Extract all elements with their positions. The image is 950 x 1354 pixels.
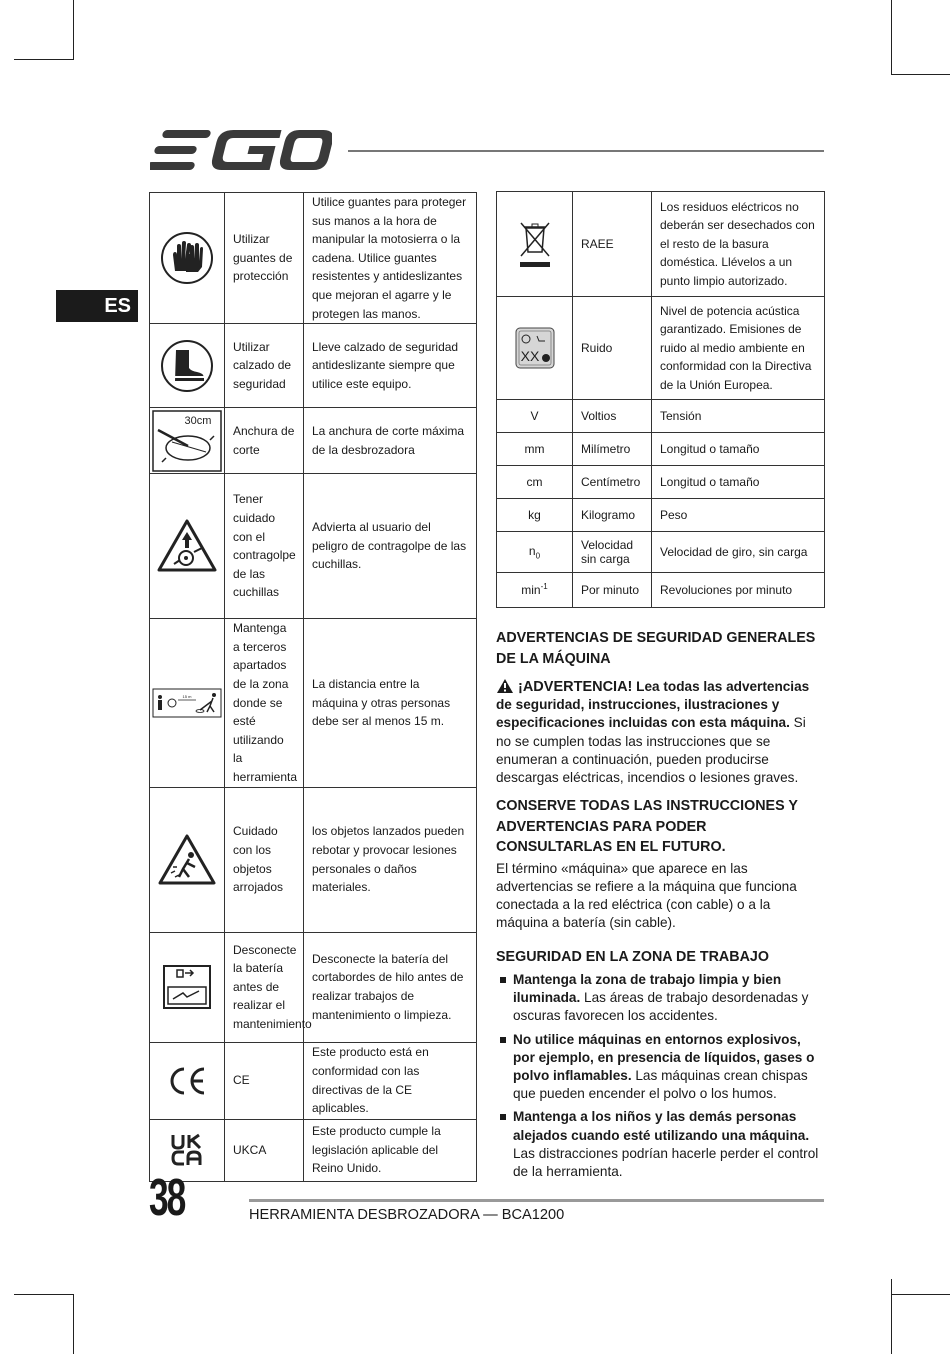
symbol-name: Velocidad sin carga xyxy=(573,532,652,573)
thrown-objects-warning-icon xyxy=(157,833,217,887)
disconnect-battery-icon xyxy=(163,965,211,1009)
symbol-base: min xyxy=(521,582,541,597)
noise-level-icon xyxy=(515,327,555,369)
symbol-superscript: -1 xyxy=(540,581,548,591)
symbol-description: Utilice guantes para proteger sus manos a la hora de manipular la motosierra o la cadena. Utilice guantes resistentes y antideslizantes que mejoran el agarre y le protegen las manos. xyxy=(304,193,477,324)
symbol-description: Revoluciones por minuto xyxy=(652,573,825,608)
symbol-name: Voltios xyxy=(573,400,652,433)
symbol-name: Centímetro xyxy=(573,466,652,499)
header-rule xyxy=(348,150,824,152)
list-item-bold: Mantenga a los niños y las demás personas alejados cuando esté utilizando una máquina. xyxy=(513,1109,810,1143)
table-row xyxy=(497,297,825,400)
symbol-description: Este producto cumple la legislación aplicable del Reino Unido. xyxy=(304,1119,477,1181)
gloves-icon xyxy=(160,231,214,285)
symbol-description: La distancia entre la máquina y otras personas debe ser al menos 15 m. xyxy=(304,619,477,787)
symbol-description: Peso xyxy=(652,499,825,532)
list-item-bold: No utilice máquinas en entornos explosivos, por ejemplo, en presencia de líquidos, gases o polvo inflamables. xyxy=(513,1031,815,1084)
list-item xyxy=(496,971,824,1026)
noise-level-value: XX xyxy=(520,348,539,364)
symbol-name: Por minuto xyxy=(573,573,652,608)
symbol-description: Tensión xyxy=(652,400,825,433)
crop-mark xyxy=(14,59,74,60)
symbol-subscript: 0 xyxy=(535,551,541,560)
table-row xyxy=(150,932,477,1042)
cutting-width-icon xyxy=(152,410,222,472)
symbol-description: La anchura de corte máxima de la desbrozadora xyxy=(304,408,477,474)
symbol-name: Tener cuidado con el contragolpe de las cuchillas xyxy=(225,474,304,619)
warning-text: Si no se cumplen todas las instrucciones que se enumeran a continuación, pueden producirse descargas eléctricas, incendios o lesiones graves. xyxy=(496,715,806,786)
symbol-description: Los residuos eléctricos no deberán ser desechados con el resto de la basura doméstica. Llévelos a un punto limpio autorizado. xyxy=(652,192,825,297)
crop-mark xyxy=(73,1294,74,1354)
section-heading: SEGURIDAD EN LA ZONA DE TRABAJO xyxy=(496,948,769,965)
warning-label: ¡ADVERTENCIA! xyxy=(518,679,633,695)
symbol-name: Utilizar calzado de seguridad xyxy=(225,324,304,408)
distance-label: 15 m xyxy=(182,693,192,699)
symbols-table-left xyxy=(149,192,477,1182)
symbol-abbreviation: cm xyxy=(497,466,573,499)
symbol-abbreviation: V xyxy=(497,400,573,433)
warning-paragraph xyxy=(496,678,824,787)
symbol-name: Desconecte la batería antes de realizar el mantenimiento xyxy=(225,932,304,1042)
symbol-description: Longitud o tamaño xyxy=(652,466,825,499)
icon-cell xyxy=(150,932,225,1042)
symbol-description: Este producto está en conformidad con las directivas de la CE aplicables. xyxy=(304,1042,477,1119)
symbol-description: Velocidad de giro, sin carga xyxy=(652,532,825,573)
table-row xyxy=(150,193,477,324)
crop-mark xyxy=(73,0,74,60)
crop-mark xyxy=(891,0,892,75)
table-row xyxy=(150,474,477,619)
table-row xyxy=(497,433,825,466)
symbol-description: Nivel de potencia acústica garantizado. Emisiones de ruido al medio ambiente en conformidad con la Directiva de la Unión Europea. xyxy=(652,297,825,400)
list-item xyxy=(496,1108,824,1181)
table-row xyxy=(497,532,825,573)
kickback-warning-icon xyxy=(156,518,218,574)
icon-cell xyxy=(150,787,225,932)
footer-title: HERRAMIENTA DESBROZADORA — BCA1200 xyxy=(249,1207,565,1223)
symbol-name: Kilogramo xyxy=(573,499,652,532)
icon-cell xyxy=(150,408,225,474)
symbol-abbreviation: kg xyxy=(497,499,573,532)
ego-logo xyxy=(150,128,332,172)
crop-mark xyxy=(891,74,950,75)
symbol-description: Desconecte la batería del cortabordes de hilo antes de realizar trabajos de mantenimiento o limpieza. xyxy=(304,932,477,1042)
table-row xyxy=(150,1042,477,1119)
symbol-name: Cuidado con los objetos arrojados xyxy=(225,787,304,932)
symbol-name: UKCA xyxy=(225,1119,304,1181)
section-heading: ADVERTENCIAS DE SEGURIDAD GENERALES DE LA MÁQUINA xyxy=(496,630,816,667)
table-row xyxy=(150,324,477,408)
table-row xyxy=(497,466,825,499)
symbol-description: Lleve calzado de seguridad antideslizante siempre que utilice este equipo. xyxy=(304,324,477,408)
table-row xyxy=(497,573,825,608)
icon-cell xyxy=(150,193,225,324)
crop-mark xyxy=(891,1279,892,1354)
icon-cell xyxy=(150,619,225,787)
ce-mark-icon xyxy=(166,1066,208,1096)
icon-cell xyxy=(150,474,225,619)
icon-cell xyxy=(497,192,573,297)
symbol-description: Advierta al usuario del peligro de contragolpe de las cuchillas. xyxy=(304,474,477,619)
table-row xyxy=(150,787,477,932)
crop-mark xyxy=(891,1294,950,1295)
list-item-text: Las máquinas crean chispas que pueden encender el polvo o los humos. xyxy=(513,1068,808,1102)
weee-bin-icon xyxy=(515,218,555,270)
page-number: 38 xyxy=(149,1169,185,1227)
table-row xyxy=(497,499,825,532)
table-row xyxy=(150,1119,477,1181)
language-tab: ES xyxy=(56,290,138,322)
warning-bold-text: Lea todas las advertencias de seguridad, instrucciones, ilustraciones y especificaciones incluidas con esta máquina. xyxy=(496,679,810,731)
symbol-name: Anchura de corte xyxy=(225,408,304,474)
footer-rule xyxy=(249,1199,824,1202)
boot-icon xyxy=(160,339,214,393)
ukca-mark-icon xyxy=(170,1133,204,1167)
symbol-name: Mantenga a terceros apartados de la zona donde se esté utilizando la herramienta xyxy=(225,619,304,787)
table-row xyxy=(497,192,825,297)
crop-mark xyxy=(14,1294,74,1295)
warning-icon xyxy=(496,678,514,694)
table-row xyxy=(497,400,825,433)
list-item-text: Las áreas de trabajo desordenadas y oscuras favorecen los accidentes. xyxy=(513,990,809,1024)
table-row xyxy=(150,408,477,474)
icon-cell xyxy=(150,1042,225,1119)
table-row xyxy=(150,619,477,787)
keep-distance-icon xyxy=(152,688,222,718)
symbol-description: los objetos lanzados pueden rebotar y provocar lesiones personales o daños materiales. xyxy=(304,787,477,932)
symbol-name: RAEE xyxy=(573,192,652,297)
list-item xyxy=(496,1031,824,1104)
paragraph: El término «máquina» que aparece en las advertencias se refiere a la máquina que funciona conectada a la red eléctrica (con cable) o a la máquina a batería (sin cable). xyxy=(496,860,797,931)
symbol-description: Longitud o tamaño xyxy=(652,433,825,466)
symbol-abbreviation xyxy=(497,573,573,608)
work-area-list xyxy=(496,971,824,1181)
symbol-abbreviation xyxy=(497,532,573,573)
cutting-width-label: 30cm xyxy=(184,414,212,427)
list-item-bold: Mantenga la zona de trabajo limpia y bien iluminada. xyxy=(513,972,782,1006)
list-item-text: Las distracciones podrían hacerle perder el control de la herramienta. xyxy=(513,1145,819,1180)
symbol-name: Ruido xyxy=(573,297,652,400)
icon-cell xyxy=(497,297,573,400)
section-heading: CONSERVE TODAS LAS INSTRUCCIONES Y ADVERTENCIAS PARA PODER CONSULTARLAS EN EL FUTURO. xyxy=(496,798,798,856)
safety-section xyxy=(496,628,824,1186)
icon-cell xyxy=(150,324,225,408)
symbol-abbreviation: mm xyxy=(497,433,573,466)
symbol-name: Utilizar guantes de protección xyxy=(225,193,304,324)
symbols-table-right xyxy=(496,191,825,608)
symbol-base: n xyxy=(528,543,536,558)
symbol-name: CE xyxy=(225,1042,304,1119)
symbol-name: Milímetro xyxy=(573,433,652,466)
